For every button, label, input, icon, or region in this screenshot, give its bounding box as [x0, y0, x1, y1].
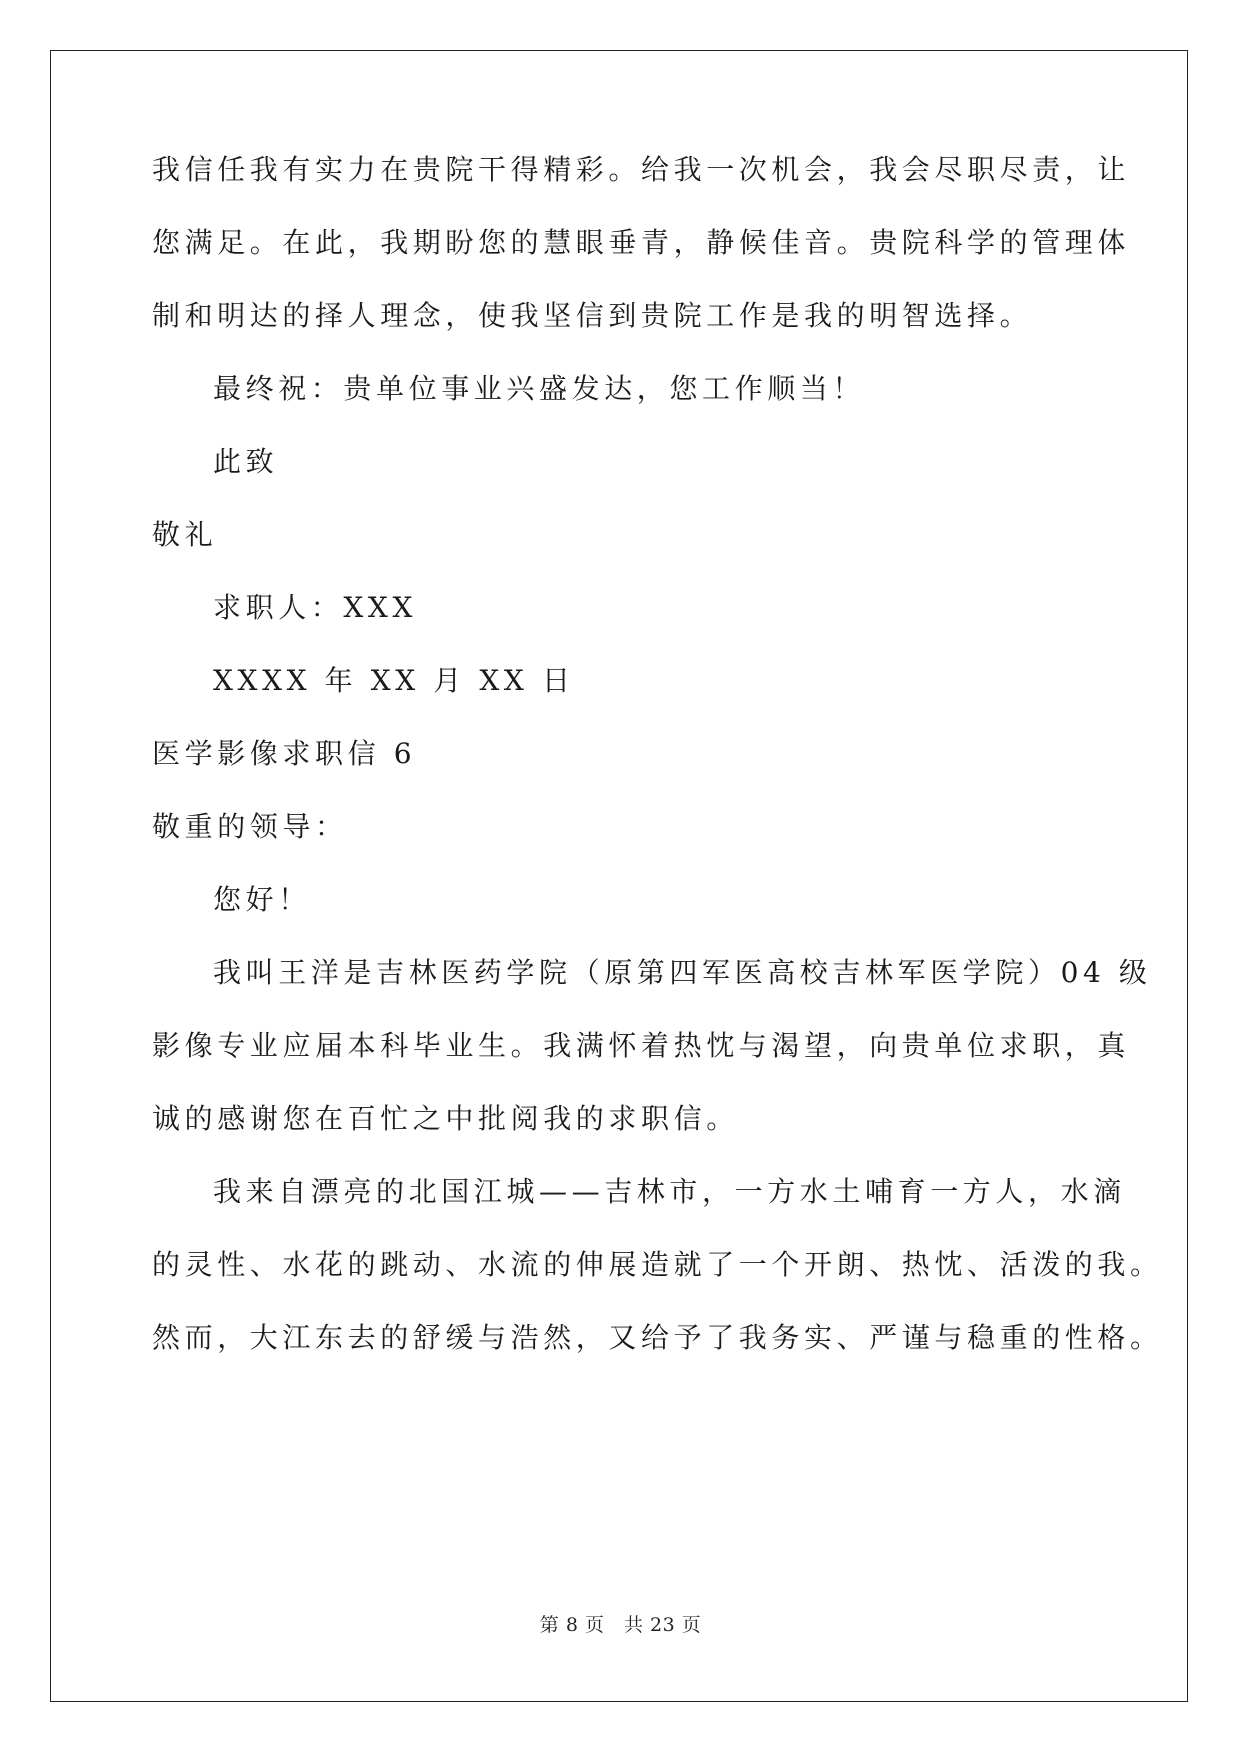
greeting: 敬重的领导： — [152, 810, 348, 843]
hello: 您好！ — [213, 883, 311, 916]
salutation-regards: 敬礼 — [152, 518, 218, 551]
paragraph-1-line-1: 我信任我有实力在贵院干得精彩。给我一次机会，我会尽职尽责，让 — [152, 153, 1131, 186]
paragraph-2-line-2: 影像专业应届本科毕业生。我满怀着热忱与渴望，向贵单位求职，真 — [152, 1029, 1131, 1062]
paragraph-1-line-3: 制和明达的择人理念，使我坚信到贵院工作是我的明智选择。 — [152, 299, 1033, 332]
paragraph-2-line-1: 我叫王洋是吉林医药学院（原第四军医高校吉林军医学院）04 级 — [213, 956, 1152, 989]
applicant-signature: 求职人：XXX — [213, 591, 418, 624]
paragraph-3-line-3: 然而，大江东去的舒缓与浩然，又给予了我务实、严谨与稳重的性格。 — [152, 1321, 1163, 1354]
paragraph-1-line-2: 您满足。在此，我期盼您的慧眼垂青，静候佳音。贵院科学的管理体 — [152, 226, 1131, 259]
salutation-respectfully: 此致 — [213, 445, 279, 478]
paragraph-3-line-1: 我来自漂亮的北国江城——吉林市，一方水土哺育一方人，水滴 — [213, 1175, 1126, 1208]
paragraph-3-line-2: 的灵性、水花的跳动、水流的伸展造就了一个开朗、热忱、活泼的我。 — [152, 1248, 1163, 1281]
letter-date: XXXX 年 XX 月 XX 日 — [213, 664, 575, 697]
page-number-footer: 第 8 页 共 23 页 — [539, 1614, 702, 1636]
section-title: 医学影像求职信 6 — [152, 737, 417, 770]
paragraph-2-line-3: 诚的感谢您在百忙之中批阅我的求职信。 — [152, 1102, 739, 1135]
closing-wish: 最终祝：贵单位事业兴盛发达，您工作顺当！ — [213, 372, 866, 405]
